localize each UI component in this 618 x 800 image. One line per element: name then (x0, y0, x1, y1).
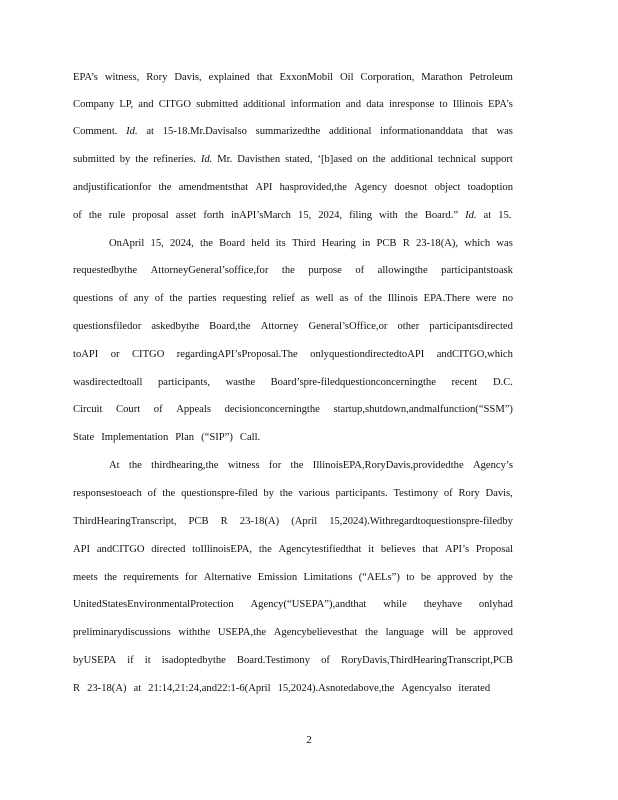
text-line: EPA’s witness, Rory Davis, explained that ExxonMobil Oil Corporation, Marathon Petroleum (73, 72, 513, 83)
text-line: State Implementation Plan (“SIP”) Call. (73, 432, 261, 443)
text-line: At the thirdhearing,the witness for the IllinoisEPA,RoryDavis,providedthe Agency’s (109, 460, 513, 471)
text-line: preliminarydiscussions withthe USEPA,the Agencybelievesthat the language will be approved (73, 627, 513, 638)
text-line: submitted by the refineries. Id. Mr. Davisthen stated, ‘[b]ased on the additional technical support (73, 154, 513, 165)
text-line: Company LP, and CITGO submitted additional information and data inresponse to Illinois EPA’s (73, 99, 513, 110)
text-line: ThirdHearingTranscript, PCB R 23-18(A) (April 15,2024).Withregardtoquestionspre-filedby (73, 516, 513, 527)
text-line: Comment. Id. at 15-18.Mr.Davisalso summarizedthe additional informationanddata that was (73, 126, 513, 137)
text-line: meets the requirements for Alternative Emission Limitations (“AELs”) to be approved by the (73, 572, 513, 583)
text-line: OnApril 15, 2024, the Board held its Third Hearing in PCB R 23-18(A), which was (109, 238, 513, 249)
text-line: responsestoeach of the questionspre-filed by the various participants. Testimony of Rory Davis, (73, 488, 513, 499)
text-line: requestedbythe AttorneyGeneral’soffice,for the purpose of allowingthe participantstoask (73, 265, 513, 276)
text-line: byUSEPA if it isadoptedbythe Board.Testimony of RoryDavis,ThirdHearingTranscript,PCB (73, 655, 513, 666)
text-line: R 23-18(A) at 21:14,21:24,and22:1-6(April 15,2024).Asnotedabove,the Agencyalso iterated (73, 683, 491, 694)
text-line: questions of any of the parties requesting relief as well as of the Illinois EPA.There were no (73, 293, 513, 304)
text-line: questionsfiledor askedbythe Board,the Attorney General’sOffice,or other participantsdirected (73, 321, 513, 332)
page-number: 2 (306, 734, 312, 746)
text-line: UnitedStatesEnvironmentalProtection Agency(“USEPA”),andthat while theyhave onlyhad (73, 599, 513, 610)
text-line: API andCITGO directed toIllinoisEPA, the Agencytestifiedthat it believes that API’s Proposal (73, 544, 513, 555)
text-line: Circuit Court of Appeals decisionconcerningthe startup,shutdown,andmalfunction(“SSM”) (73, 404, 513, 415)
text-line: andjustificationfor the amendmentsthat API hasprovided,the Agency doesnot object toadoption (73, 182, 513, 193)
text-line: toAPI or CITGO regardingAPI’sProposal.The onlyquestiondirectedtoAPI andCITGO,which (73, 349, 513, 360)
text-line: of the rule proposal asset forth inAPI’sMarch 15, 2024, filing with the Board.” Id. at 15. (73, 210, 512, 221)
text-line: wasdirectedtoall participants, wasthe Board’spre-filedquestionconcerningthe recent D.C. (73, 377, 513, 388)
